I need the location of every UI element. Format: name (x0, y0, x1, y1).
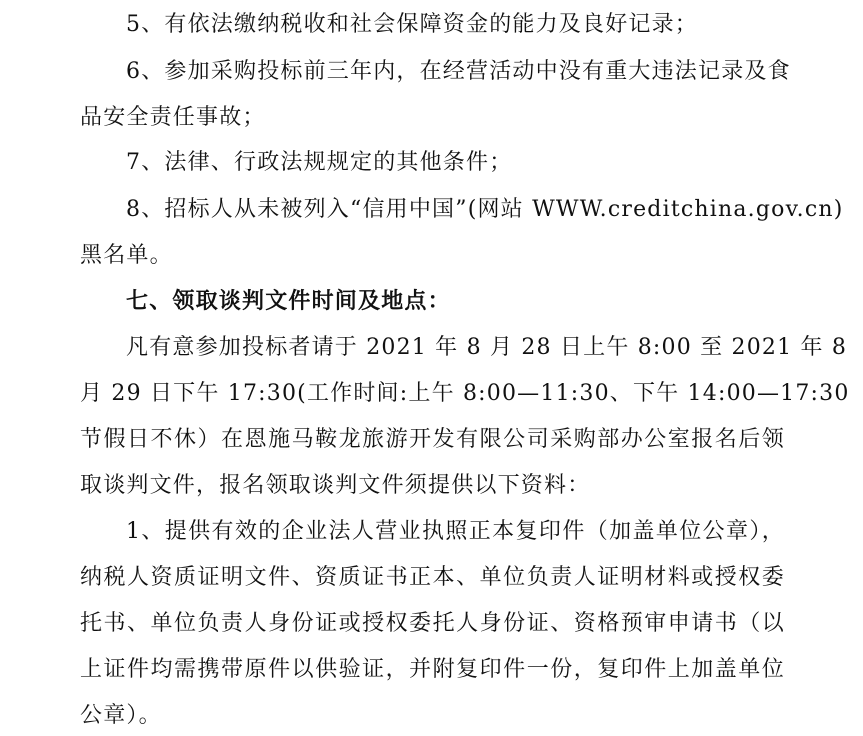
text-line-item-6-continued: 品安全责任事故； (80, 105, 266, 130)
text-line-material-1: 1、提供有效的企业法人营业执照正本复印件（加盖单位公章）， (126, 519, 785, 544)
text-line-material-1-continued-a: 纳税人资质证明文件、资质证书正本、单位负责人证明材料或授权委 (80, 565, 785, 590)
text-line-item-7: 7、法律、行政法规规定的其他条件； (126, 150, 513, 175)
text-line-location: 节假日不休）在恩施马鞍龙旅游开发有限公司采购部办公室报名后领 (80, 427, 785, 452)
text-line-item-8-continued: 黑名单。 (80, 243, 173, 268)
section-heading-seven: 七、领取谈判文件时间及地点： (126, 289, 451, 314)
text-line-date-range-start: 凡有意参加投标者请于 2021 年 8 月 28 日上午 8:00 至 2021 年 8 (126, 335, 848, 360)
text-line-item-6: 6、参加采购投标前三年内，在经营活动中没有重大违法记录及食 (126, 59, 791, 84)
text-line-date-range-end: 月 29 日下午 17:30(工作时间:上午 8:00—11:30、下午 14:00—17:30 (80, 381, 850, 406)
text-line-material-1-continued-d: 公章）。 (80, 703, 162, 728)
text-line-item-8: 8、招标人从未被列入“信用中国”(网站 WWW.creditchina.gov.cn) (126, 197, 844, 222)
text-line-material-1-continued-b: 托书、单位负责人身份证或授权委托人身份证、资格预审申请书（以 (80, 611, 785, 636)
text-line-material-1-continued-c: 上证件均需携带原件以供验证，并附复印件一份，复印件上加盖单位 (80, 657, 785, 682)
text-line-item-5: 5、有依法缴纳税收和社会保障资金的能力及良好记录； (126, 12, 698, 37)
text-line-materials-intro: 取谈判文件，报名领取谈判文件须提供以下资料： (80, 473, 591, 498)
